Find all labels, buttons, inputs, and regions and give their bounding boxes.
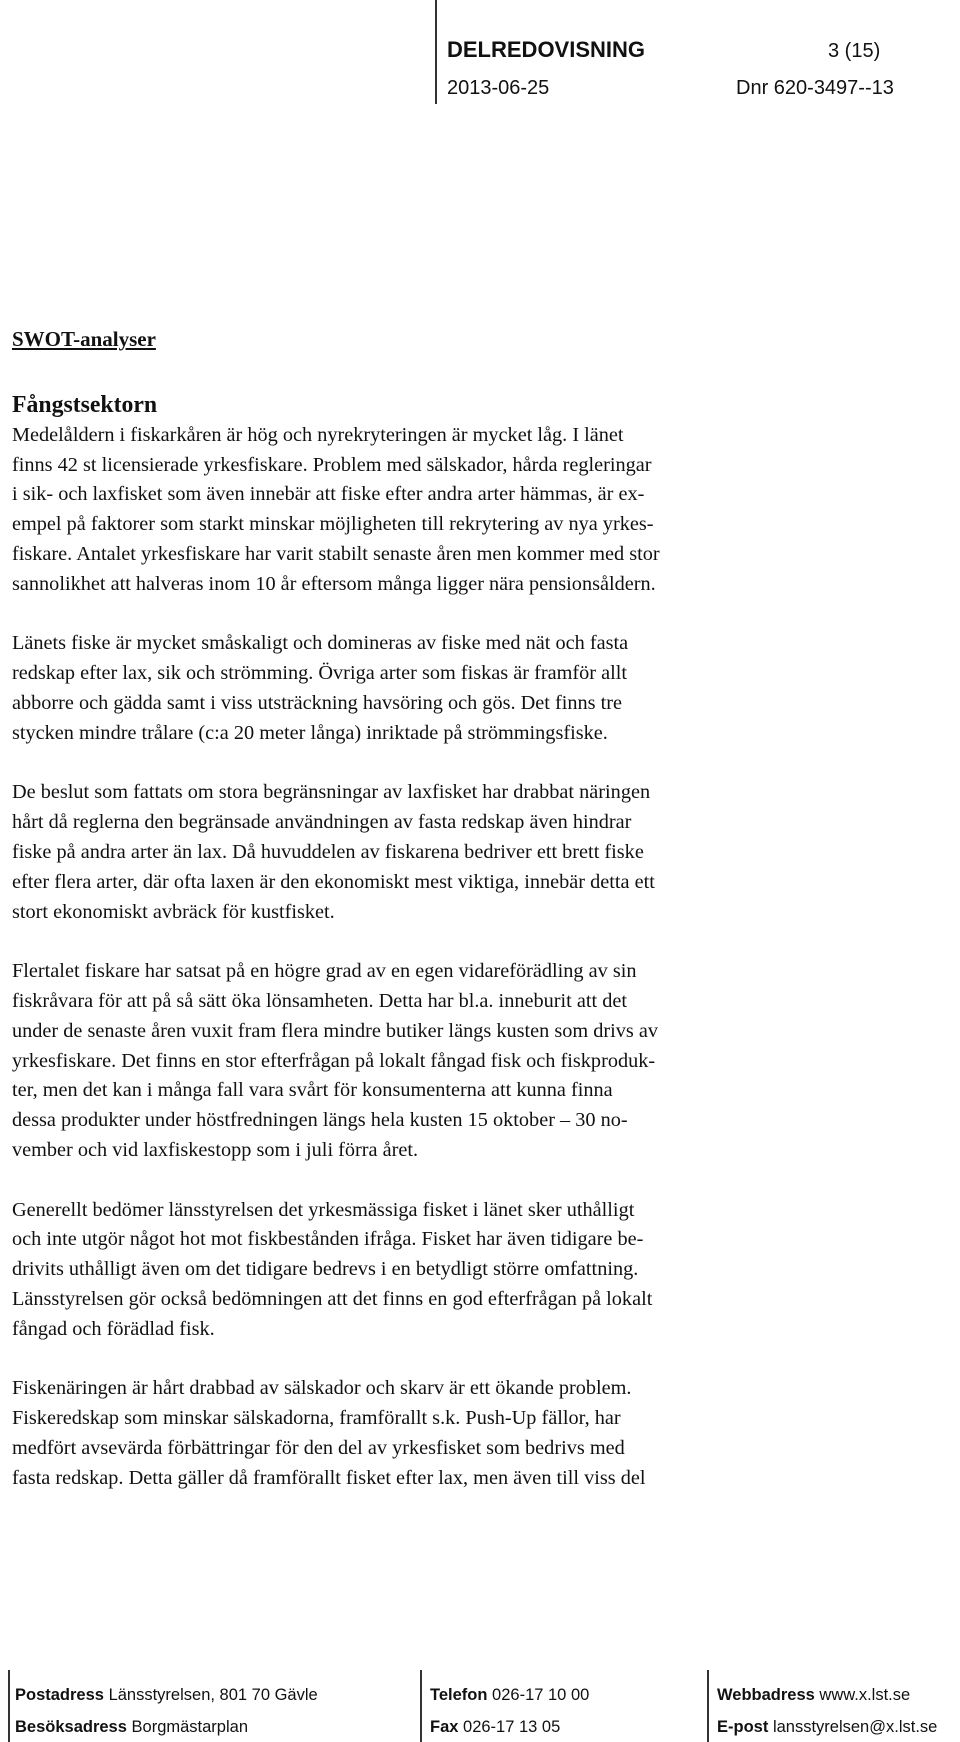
paragraph-line: efter flera arter, där ofta laxen är den ekonomiskt mest viktiga, innebär detta ett (12, 870, 655, 893)
paragraph-line: Flertalet fiskare har satsat på en högre grad av en egen vidareförädling av sin (12, 960, 637, 983)
paragraph-line: redskap efter lax, sik och strömming. Övriga arter som fiskas är framför allt (12, 662, 628, 685)
footer-divider (420, 1670, 422, 1742)
registration-number: Dnr 620-3497--13 (736, 77, 894, 99)
document-body (12, 324, 847, 1523)
paragraph-line: stort ekonomiskt avbräck för kustfisket. (12, 900, 335, 923)
paragraph-line: och inte utgör något hot mot fiskbestånden ifråga. Fisket har även tidigare be- (12, 1228, 644, 1251)
footer-label: Besöksadress (15, 1718, 127, 1736)
paragraph-2 (12, 629, 847, 748)
paragraph-4 (12, 957, 847, 1166)
paragraph-line: dessa produkter under höstfredningen längs hela kusten 15 oktober – 30 no- (12, 1109, 628, 1132)
paragraph-1 (12, 421, 847, 600)
paragraph-line: Fiskenäringen är hårt drabbad av sälskador och skarv är ett ökande problem. (12, 1377, 632, 1400)
paragraph-line: finns 42 st licensierade yrkesfiskare. Problem med sälskador, hårda regleringar (12, 453, 652, 476)
paragraph-line: De beslut som fattats om stora begränsningar av laxfisket har drabbat näringen (12, 781, 651, 804)
paragraph-line: sannolikhet att halveras inom 10 år eftersom många ligger nära pensionsåldern. (12, 572, 656, 595)
paragraph-line: Fiskeredskap som minskar sälskadorna, framförallt s.k. Push-Up fällor, har (12, 1407, 621, 1430)
paragraph-line: Länets fiske är mycket småskaligt och domineras av fiske med nät och fasta (12, 632, 629, 655)
section-title: SWOT-analyser (12, 327, 156, 351)
paragraph-line: Länsstyrelsen gör också bedömningen att det finns en god efterfrågan på lokalt (12, 1287, 653, 1310)
paragraph-line: vember och vid laxfiskestopp som i juli förra året. (12, 1138, 419, 1161)
paragraph-line: yrkesfiskare. Det finns en stor efterfrågan på lokalt fångad fisk och fiskproduk- (12, 1049, 656, 1072)
document-date: 2013-06-25 (447, 77, 550, 99)
paragraph-line: Generellt bedömer länsstyrelsen det yrkesmässiga fisket i länet sker uthålligt (12, 1198, 635, 1221)
footer-epost (717, 1718, 937, 1737)
paragraph-line: fasta redskap. Detta gäller då framförallt fisket efter lax, men även till viss del (12, 1466, 646, 1489)
footer-label: E-post (717, 1718, 769, 1736)
paragraph-line: fångad och förädlad fisk. (12, 1317, 215, 1340)
paragraph-line: drivits uthålligt även om det tidigare bedrevs i en betydligt större omfattning. (12, 1258, 639, 1281)
footer-value: Borgmästarplan (131, 1718, 248, 1736)
paragraph-line: fiskare. Antalet yrkesfiskare har varit stabilt senaste åren men kommer med stor (12, 542, 660, 565)
paragraph-3 (12, 778, 847, 927)
paragraph-line: fiskråvara för att på så sätt öka lönsamheten. Detta har bl.a. inneburit att det (12, 989, 627, 1012)
paragraph-line: under de senaste åren vuxit fram flera mindre butiker längs kusten som drivs av (12, 1019, 658, 1042)
paragraph-line: abborre och gädda samt i viss utsträckning havsöring och gös. Det finns tre (12, 691, 622, 714)
footer-postadress (15, 1686, 318, 1705)
footer-divider (707, 1670, 709, 1742)
footer-label: Fax (430, 1718, 459, 1736)
footer-label: Telefon (430, 1686, 488, 1704)
paragraph-line: medfört avsevärda förbättringar för den del av yrkesfisket som bedrivs med (12, 1436, 625, 1459)
footer-label: Postadress (15, 1686, 104, 1704)
paragraph-line: stycken mindre trålare (c:a 20 meter långa) inriktade på strömmingsfiske. (12, 721, 608, 744)
footer-fax (430, 1718, 560, 1737)
page-number: 3 (15) (828, 40, 881, 62)
header-divider (435, 0, 437, 104)
document-type-title: DELREDOVISNING (447, 37, 646, 62)
paragraph-line: hårt då reglerna den begränsade användningen av fasta redskap även hindrar (12, 811, 632, 834)
footer-besoksadress (15, 1718, 248, 1737)
paragraph-6 (12, 1374, 847, 1493)
footer-label: Webbadress (717, 1686, 815, 1704)
footer-value: lansstyrelsen@x.lst.se (772, 1718, 938, 1736)
footer-divider (8, 1670, 10, 1742)
footer-value: 026-17 13 05 (463, 1718, 561, 1736)
footer-value: 026-17 10 00 (492, 1686, 590, 1704)
footer-value: Länsstyrelsen, 801 70 Gävle (108, 1686, 318, 1704)
footer-value: www.x.lst.se (819, 1686, 911, 1704)
paragraph-line: empel på faktorer som starkt minskar möjligheten till rekrytering av nya yrkes- (12, 513, 654, 536)
paragraph-line: i sik- och laxfisket som även innebär att fiske efter andra arter hämmas, är ex- (12, 483, 645, 506)
paragraph-line: ter, men det kan i många fall vara svårt för konsumenterna att kunna finna (12, 1079, 613, 1102)
subsection-title: Fångstsektorn (12, 392, 158, 418)
paragraph-5 (12, 1196, 847, 1345)
footer-telefon (430, 1686, 589, 1705)
paragraph-line: Medelåldern i fiskarkåren är hög och nyrekryteringen är mycket låg. I länet (12, 423, 624, 446)
footer-webbadress (717, 1686, 910, 1705)
paragraph-line: fiske på andra arter än lax. Då huvuddelen av fiskarena bedriver ett brett fiske (12, 840, 644, 863)
